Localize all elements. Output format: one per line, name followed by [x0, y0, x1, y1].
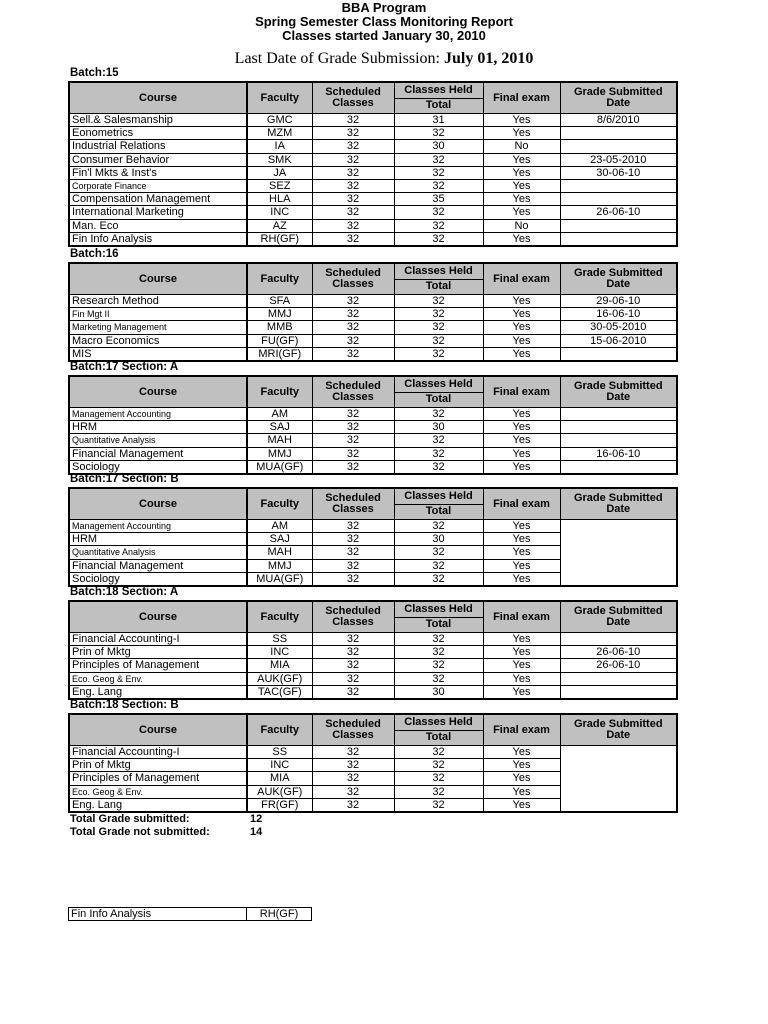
table-row [69, 321, 677, 334]
scheduled-cell: 32 [312, 347, 394, 361]
table-row [69, 646, 677, 659]
column-header-held-total: Total [394, 98, 483, 114]
total-not-submitted-value: 14 [250, 826, 263, 838]
held-total-cell: 35 [394, 193, 483, 206]
grade-submitted-cell: 15-06-2010 [560, 334, 677, 347]
column-header-course: Course [69, 263, 247, 295]
held-total-cell: 30 [394, 685, 483, 699]
final-exam-cell: Yes [483, 114, 560, 127]
column-header-scheduled: Scheduled Classes [312, 714, 394, 746]
course-cell: Fin Info Analysis [69, 232, 247, 246]
grade-submitted-cell [560, 347, 677, 361]
table-row [69, 308, 677, 321]
scheduled-cell: 32 [312, 421, 394, 434]
grade-submitted-cell: 29-06-10 [560, 295, 677, 308]
course-cell: Principles of Management [69, 772, 247, 785]
faculty-cell: MIA [247, 772, 312, 785]
held-total-cell: 31 [394, 114, 483, 127]
scheduled-cell: 32 [312, 672, 394, 685]
faculty-cell: INC [247, 206, 312, 219]
faculty-cell: SAJ [247, 533, 312, 546]
total-not-submitted-label: Total Grade not submitted: [70, 826, 210, 838]
held-total-cell: 32 [394, 127, 483, 140]
held-total-cell: 32 [394, 460, 483, 474]
column-header-faculty: Faculty [247, 488, 312, 520]
course-cell: Principles of Management [69, 659, 247, 672]
scheduled-cell: 32 [312, 559, 394, 572]
final-exam-cell: Yes [483, 520, 560, 533]
batch-table [68, 487, 678, 587]
batch-label: Batch:17 Section: A [70, 361, 179, 373]
column-header-held-total: Total [394, 392, 483, 408]
course-cell: Sociology [69, 460, 247, 474]
faculty-cell: TAC(GF) [247, 685, 312, 699]
held-total-cell: 32 [394, 434, 483, 447]
course-cell: HRM [69, 533, 247, 546]
scheduled-cell: 32 [312, 140, 394, 153]
scheduled-cell: 32 [312, 798, 394, 812]
final-exam-cell: Yes [483, 166, 560, 179]
table-row [69, 232, 677, 246]
faculty-cell: FR(GF) [247, 798, 312, 812]
batch-label: Batch:15 [70, 67, 119, 79]
held-total-cell: 32 [394, 759, 483, 772]
table-row [69, 206, 677, 219]
scheduled-cell: 32 [312, 321, 394, 334]
scheduled-cell: 32 [312, 434, 394, 447]
scheduled-cell: 32 [312, 166, 394, 179]
batch-label: Batch:18 Section: A [70, 586, 179, 598]
course-cell: HRM [69, 421, 247, 434]
grade-submitted-cell [560, 408, 677, 421]
course-cell: Prin of Mktg [69, 646, 247, 659]
grade-submitted-cell [560, 219, 677, 232]
grade-submitted-cell [560, 633, 677, 646]
total-not-submitted [70, 826, 263, 839]
final-exam-cell: Yes [483, 798, 560, 812]
column-header-classes-held: Classes Held [394, 82, 483, 98]
held-total-cell: 32 [394, 206, 483, 219]
course-cell: Eng. Lang [69, 798, 247, 812]
faculty-cell: SAJ [247, 421, 312, 434]
table-row [69, 447, 677, 460]
held-total-cell: 32 [394, 166, 483, 179]
course-cell: Quantitative Analysis [69, 434, 247, 447]
scheduled-cell: 32 [312, 460, 394, 474]
scheduled-cell: 32 [312, 646, 394, 659]
grade-submitted-cell: 26-06-10 [560, 206, 677, 219]
table-row [69, 347, 677, 361]
grade-submitted-cell [560, 520, 677, 586]
held-total-cell: 32 [394, 447, 483, 460]
column-header-final-exam: Final exam [483, 714, 560, 746]
faculty-cell: GMC [247, 114, 312, 127]
table-row [69, 153, 677, 166]
column-header-held-total: Total [394, 617, 483, 633]
scheduled-cell: 32 [312, 295, 394, 308]
table-row [69, 193, 677, 206]
faculty-cell: RH(GF) [247, 232, 312, 246]
column-header-faculty: Faculty [247, 601, 312, 633]
course-cell: Management Accounting [69, 408, 247, 421]
held-total-cell: 32 [394, 559, 483, 572]
held-total-cell: 32 [394, 153, 483, 166]
batch-label: Batch:18 Section: B [70, 699, 179, 711]
total-submitted-value: 12 [250, 813, 263, 825]
held-total-cell: 32 [394, 334, 483, 347]
course-cell: Prin of Mktg [69, 759, 247, 772]
faculty-cell: SS [247, 746, 312, 759]
scheduled-cell: 32 [312, 153, 394, 166]
final-exam-cell: Yes [483, 153, 560, 166]
course-cell: Compensation Management [69, 193, 247, 206]
table-row [69, 434, 677, 447]
grade-submitted-cell: 16-06-10 [560, 447, 677, 460]
scheduled-cell: 32 [312, 685, 394, 699]
final-exam-cell: Yes [483, 308, 560, 321]
final-exam-cell: Yes [483, 646, 560, 659]
held-total-cell: 32 [394, 520, 483, 533]
table-row [69, 334, 677, 347]
faculty-cell: MMJ [247, 447, 312, 460]
column-header-scheduled: Scheduled Classes [312, 82, 394, 114]
faculty-cell: MUA(GF) [247, 572, 312, 586]
course-cell: Eco. Geog & Env. [69, 672, 247, 685]
course-cell: Financial Management [69, 447, 247, 460]
held-total-cell: 32 [394, 546, 483, 559]
final-exam-cell: Yes [483, 127, 560, 140]
faculty-cell: AM [247, 408, 312, 421]
faculty-cell: INC [247, 759, 312, 772]
final-exam-cell: Yes [483, 685, 560, 699]
table-row [69, 421, 677, 434]
faculty-cell: AM [247, 520, 312, 533]
faculty-cell: MUA(GF) [247, 460, 312, 474]
column-header-course: Course [69, 488, 247, 520]
faculty-cell: MIA [247, 659, 312, 672]
course-cell: Consumer Behavior [69, 153, 247, 166]
grade-submitted-cell: 30-06-10 [560, 166, 677, 179]
faculty-cell: FU(GF) [247, 334, 312, 347]
final-exam-cell: Yes [483, 447, 560, 460]
scheduled-cell: 32 [312, 193, 394, 206]
faculty-cell: HLA [247, 193, 312, 206]
batch-table [68, 81, 678, 247]
course-cell: Financial Accounting-I [69, 633, 247, 646]
grade-submitted-cell: 16-06-10 [560, 308, 677, 321]
scheduled-cell: 32 [312, 334, 394, 347]
column-header-grade-submitted: Grade Submitted Date [560, 714, 677, 746]
grade-submitted-cell: 26-06-10 [560, 646, 677, 659]
footer-faculty: RH(GF) [247, 908, 312, 921]
column-header-course: Course [69, 82, 247, 114]
final-exam-cell: Yes [483, 633, 560, 646]
column-header-grade-submitted: Grade Submitted Date [560, 82, 677, 114]
final-exam-cell: Yes [483, 321, 560, 334]
final-exam-cell: Yes [483, 533, 560, 546]
grade-submitted-cell [560, 434, 677, 447]
held-total-cell: 30 [394, 421, 483, 434]
report-subtitle: Classes started January 30, 2010 [282, 28, 486, 43]
final-exam-cell: Yes [483, 179, 560, 192]
scheduled-cell: 32 [312, 533, 394, 546]
final-exam-cell: Yes [483, 434, 560, 447]
scheduled-cell: 32 [312, 546, 394, 559]
final-exam-cell: Yes [483, 546, 560, 559]
faculty-cell: MMB [247, 321, 312, 334]
column-header-classes-held: Classes Held [394, 488, 483, 504]
held-total-cell: 32 [394, 408, 483, 421]
course-cell: Financial Accounting-I [69, 746, 247, 759]
table-row [69, 114, 677, 127]
course-cell: Financial Management [69, 559, 247, 572]
faculty-cell: MAH [247, 434, 312, 447]
held-total-cell: 32 [394, 798, 483, 812]
table-row [69, 460, 677, 474]
column-header-grade-submitted: Grade Submitted Date [560, 488, 677, 520]
faculty-cell: AUK(GF) [247, 672, 312, 685]
grade-submitted-cell [560, 685, 677, 699]
grade-submitted-cell [560, 127, 677, 140]
column-header-grade-submitted: Grade Submitted Date [560, 601, 677, 633]
scheduled-cell: 32 [312, 785, 394, 798]
faculty-cell: SS [247, 633, 312, 646]
deadline-date: July 01, 2010 [443, 50, 534, 67]
faculty-cell: MMJ [247, 308, 312, 321]
final-exam-cell: Yes [483, 672, 560, 685]
column-header-final-exam: Final exam [483, 263, 560, 295]
column-header-faculty: Faculty [247, 714, 312, 746]
column-header-held-total: Total [394, 279, 483, 295]
held-total-cell: 32 [394, 785, 483, 798]
course-cell: Sell.& Salesmanship [69, 114, 247, 127]
faculty-cell: MRI(GF) [247, 347, 312, 361]
course-cell: Eonometrics [69, 127, 247, 140]
course-cell: Eco. Geog & Env. [69, 785, 247, 798]
column-header-final-exam: Final exam [483, 488, 560, 520]
course-cell: Industrial Relations [69, 140, 247, 153]
batch-table [68, 375, 678, 475]
table-row [69, 166, 677, 179]
faculty-cell: SFA [247, 295, 312, 308]
held-total-cell: 32 [394, 219, 483, 232]
held-total-cell: 32 [394, 347, 483, 361]
batch-table [68, 713, 678, 813]
table-row [69, 140, 677, 153]
held-total-cell: 32 [394, 746, 483, 759]
grade-submitted-cell [560, 179, 677, 192]
held-total-cell: 32 [394, 295, 483, 308]
faculty-cell: SMK [247, 153, 312, 166]
scheduled-cell: 32 [312, 308, 394, 321]
table-row [69, 127, 677, 140]
table-row [69, 179, 677, 192]
batch-label: Batch:16 [70, 248, 119, 260]
faculty-cell: JA [247, 166, 312, 179]
faculty-cell: AUK(GF) [247, 785, 312, 798]
table-row [69, 520, 677, 533]
column-header-faculty: Faculty [247, 263, 312, 295]
held-total-cell: 32 [394, 646, 483, 659]
final-exam-cell: Yes [483, 408, 560, 421]
final-exam-cell: Yes [483, 347, 560, 361]
grade-submitted-cell: 26-06-10 [560, 659, 677, 672]
scheduled-cell: 32 [312, 759, 394, 772]
grade-deadline [0, 50, 768, 68]
final-exam-cell: Yes [483, 421, 560, 434]
final-exam-cell: Yes [483, 193, 560, 206]
scheduled-cell: 32 [312, 206, 394, 219]
scheduled-cell: 32 [312, 219, 394, 232]
held-total-cell: 30 [394, 533, 483, 546]
column-header-faculty: Faculty [247, 376, 312, 408]
held-total-cell: 32 [394, 321, 483, 334]
column-header-final-exam: Final exam [483, 82, 560, 114]
final-exam-cell: Yes [483, 759, 560, 772]
deadline-label: Last Date of Grade Submission: [234, 50, 440, 67]
grade-submitted-cell: 30-05-2010 [560, 321, 677, 334]
course-cell: Fin Mgt II [69, 308, 247, 321]
table-row [69, 746, 677, 759]
column-header-faculty: Faculty [247, 82, 312, 114]
final-exam-cell: Yes [483, 295, 560, 308]
faculty-cell: MMJ [247, 559, 312, 572]
scheduled-cell: 32 [312, 447, 394, 460]
column-header-scheduled: Scheduled Classes [312, 263, 394, 295]
scheduled-cell: 32 [312, 572, 394, 586]
held-total-cell: 30 [394, 140, 483, 153]
column-header-classes-held: Classes Held [394, 714, 483, 730]
table-row [69, 685, 677, 699]
grade-submitted-cell [560, 460, 677, 474]
column-header-final-exam: Final exam [483, 376, 560, 408]
held-total-cell: 32 [394, 179, 483, 192]
faculty-cell: MZM [247, 127, 312, 140]
scheduled-cell: 32 [312, 408, 394, 421]
scheduled-cell: 32 [312, 772, 394, 785]
grade-submitted-cell [560, 672, 677, 685]
scheduled-cell: 32 [312, 633, 394, 646]
course-cell: Marketing Management [69, 321, 247, 334]
column-header-final-exam: Final exam [483, 601, 560, 633]
scheduled-cell: 32 [312, 179, 394, 192]
scheduled-cell: 32 [312, 232, 394, 246]
final-exam-cell: Yes [483, 559, 560, 572]
faculty-cell: MAH [247, 546, 312, 559]
course-cell: Management Accounting [69, 520, 247, 533]
column-header-course: Course [69, 714, 247, 746]
column-header-course: Course [69, 376, 247, 408]
column-header-classes-held: Classes Held [394, 376, 483, 392]
course-cell: MIS [69, 347, 247, 361]
column-header-scheduled: Scheduled Classes [312, 376, 394, 408]
final-exam-cell: No [483, 140, 560, 153]
grade-submitted-cell [560, 140, 677, 153]
scheduled-cell: 32 [312, 127, 394, 140]
faculty-cell: INC [247, 646, 312, 659]
course-cell: Sociology [69, 572, 247, 586]
held-total-cell: 32 [394, 572, 483, 586]
final-exam-cell: Yes [483, 659, 560, 672]
final-exam-cell: Yes [483, 460, 560, 474]
grade-submitted-cell [560, 746, 677, 812]
final-exam-cell: Yes [483, 232, 560, 246]
grade-submitted-cell [560, 421, 677, 434]
batch-label: Batch:17 Section: B [70, 473, 179, 485]
grade-submitted-cell [560, 232, 677, 246]
final-exam-cell: Yes [483, 206, 560, 219]
held-total-cell: 32 [394, 633, 483, 646]
column-header-grade-submitted: Grade Submitted Date [560, 263, 677, 295]
course-cell: Corporate Finance [69, 179, 247, 192]
footer-course: Fin Info Analysis [69, 908, 247, 921]
faculty-cell: IA [247, 140, 312, 153]
table-row [69, 408, 677, 421]
final-exam-cell: Yes [483, 334, 560, 347]
final-exam-cell: Yes [483, 772, 560, 785]
course-cell: Macro Economics [69, 334, 247, 347]
column-header-classes-held: Classes Held [394, 601, 483, 617]
column-header-held-total: Total [394, 730, 483, 746]
batch-table [68, 600, 678, 700]
program-title: BBA Program [341, 0, 427, 15]
scheduled-cell: 32 [312, 659, 394, 672]
course-cell: Man. Eco [69, 219, 247, 232]
column-header-classes-held: Classes Held [394, 263, 483, 279]
course-cell: Research Method [69, 295, 247, 308]
course-cell: Fin'l Mkts & Inst's [69, 166, 247, 179]
held-total-cell: 32 [394, 232, 483, 246]
scheduled-cell: 32 [312, 746, 394, 759]
final-exam-cell: Yes [483, 572, 560, 586]
scheduled-cell: 32 [312, 520, 394, 533]
held-total-cell: 32 [394, 308, 483, 321]
grade-submitted-cell: 23-05-2010 [560, 153, 677, 166]
faculty-cell: AZ [247, 219, 312, 232]
held-total-cell: 32 [394, 672, 483, 685]
column-header-held-total: Total [394, 504, 483, 520]
course-cell: Quantitative Analysis [69, 546, 247, 559]
column-header-grade-submitted: Grade Submitted Date [560, 376, 677, 408]
grade-submitted-cell [560, 193, 677, 206]
total-submitted-label: Total Grade submitted: [70, 813, 190, 825]
total-submitted [70, 813, 263, 826]
table-row [69, 633, 677, 646]
table-row [69, 295, 677, 308]
final-exam-cell: Yes [483, 746, 560, 759]
report-title: Spring Semester Class Monitoring Report [255, 14, 513, 29]
column-header-course: Course [69, 601, 247, 633]
table-row [69, 672, 677, 685]
grade-submitted-cell: 8/6/2010 [560, 114, 677, 127]
course-cell: International Marketing [69, 206, 247, 219]
footer-row [68, 907, 312, 921]
held-total-cell: 32 [394, 772, 483, 785]
table-row [69, 659, 677, 672]
course-cell: Eng. Lang [69, 685, 247, 699]
column-header-scheduled: Scheduled Classes [312, 601, 394, 633]
final-exam-cell: No [483, 219, 560, 232]
held-total-cell: 32 [394, 659, 483, 672]
batch-table [68, 262, 678, 362]
scheduled-cell: 32 [312, 114, 394, 127]
final-exam-cell: Yes [483, 785, 560, 798]
column-header-scheduled: Scheduled Classes [312, 488, 394, 520]
table-row [69, 219, 677, 232]
faculty-cell: SEZ [247, 179, 312, 192]
